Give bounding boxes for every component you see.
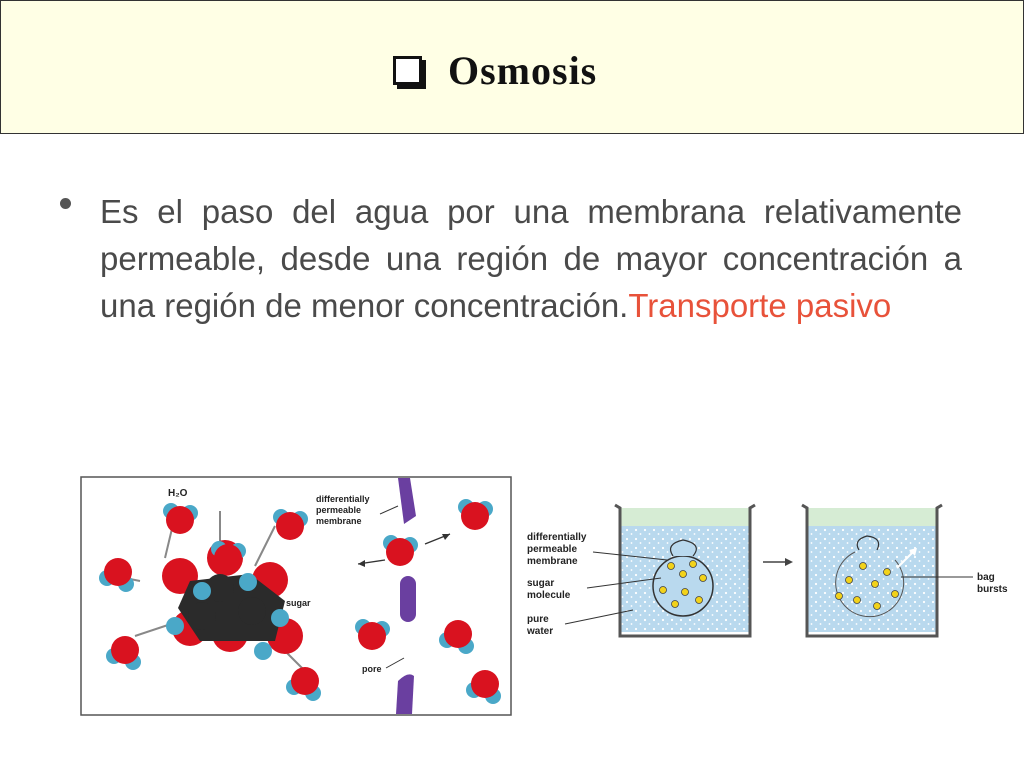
bullet-highlight: Transporte pasivo (628, 287, 892, 324)
bullet-paragraph (100, 188, 962, 329)
osmosis-molecular-diagram (80, 476, 512, 716)
bullet-text: Es el paso del agua por una membrana relativamente permeable, desde una región de mayor concentración a una región de menor concentración. (100, 193, 962, 324)
pore-label: pore (362, 664, 382, 674)
title-bar (0, 0, 1024, 134)
beaker-before (615, 505, 755, 636)
membrane-label-line2: permeable (316, 505, 362, 515)
sugar-label: sugar (286, 598, 311, 608)
beaker-osmosis-diagram (525, 500, 1020, 645)
sugar-molecule-label-line1: sugar (527, 578, 555, 589)
beaker-membrane-label-line2: permeable (527, 544, 578, 555)
bag-bursts-label-line2: bursts (977, 584, 1008, 595)
bullet-dot-icon (60, 198, 71, 209)
beaker-after (802, 505, 942, 636)
bag-bursts-label-line1: bag (977, 572, 995, 583)
membrane-label-line3: membrane (316, 516, 362, 526)
beaker-membrane-label-line3: membrane (527, 556, 578, 567)
h2o-label: H₂O (168, 488, 188, 499)
pure-water-label-line2: water (527, 626, 554, 637)
pure-water-label-line1: pure (527, 614, 549, 625)
slide-title (393, 45, 597, 95)
checkbox-bullet-icon (393, 56, 422, 85)
beaker-membrane-label-line1: differentially (527, 532, 587, 543)
sugar-molecule-label-line2: molecule (527, 590, 571, 601)
slide-title-text: Osmosis (448, 47, 598, 93)
membrane-label-line1: differentially (316, 494, 370, 504)
